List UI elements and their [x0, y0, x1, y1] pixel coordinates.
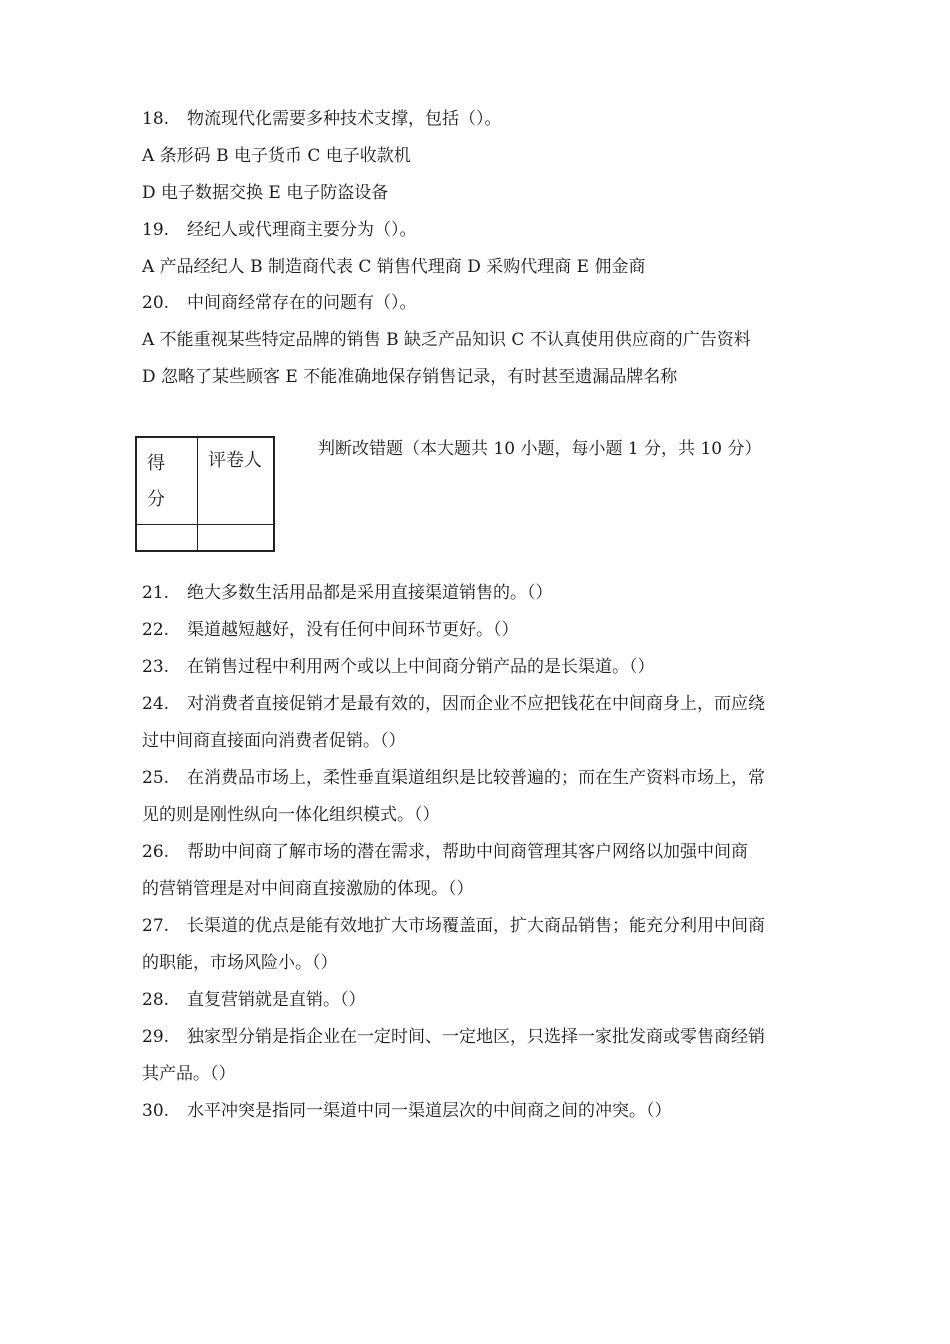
- section-title: 判断改错题（本大题共 10 小题，每小题 1 分，共 10 分）: [318, 439, 762, 459]
- question-text: 独家型分销是指企业在一定时间、一定地区，只选择一家批发商或零售商经销: [187, 1027, 765, 1047]
- question-number: 28.: [142, 990, 170, 1010]
- reviewer-field[interactable]: [198, 525, 275, 552]
- options-line: A 条形码 B 电子货币 C 电子收款机: [142, 146, 411, 166]
- question-text: 直复营销就是直销。（）: [187, 990, 366, 1010]
- question-18: [142, 108, 502, 130]
- question-number: 21.: [142, 583, 170, 603]
- question-19: [142, 219, 417, 241]
- options-line: D 电子数据交换 E 电子防盗设备: [142, 183, 389, 203]
- question-text: 长渠道的优点是能有效地扩大市场覆盖面，扩大商品销售；能充分利用中间商: [187, 916, 765, 936]
- question-29: [142, 1026, 765, 1048]
- question-28: [142, 989, 366, 1011]
- question-text: 在销售过程中利用两个或以上中间商分销产品的是长渠道。（）: [187, 657, 655, 677]
- question-text: 对消费者直接促销才是最有效的，因而企业不应把钱花在中间商身上，而应绕: [187, 694, 765, 714]
- question-continuation: 过中间商直接面向消费者促销。（）: [142, 731, 406, 751]
- question-text: 中间商经常存在的问题有（）。: [187, 293, 417, 313]
- question-number: 23.: [142, 657, 170, 677]
- question-text: 绝大多数生活用品都是采用直接渠道销售的。（）: [187, 583, 553, 603]
- question-continuation: 的营销管理是对中间商直接激励的体现。（）: [142, 879, 474, 899]
- question-number: 24.: [142, 694, 170, 714]
- score-label-cell: [136, 437, 198, 525]
- question-21: [142, 582, 553, 604]
- score-label-char-1: 得: [147, 453, 165, 474]
- question-23: [142, 656, 655, 678]
- question-26: [142, 841, 748, 863]
- options-line: A 不能重视某些特定品牌的销售 B 缺乏产品知识 C 不认真使用供应商的广告资料: [142, 330, 751, 350]
- question-text: 经纪人或代理商主要分为（）。: [187, 220, 417, 240]
- score-label-char-2: 分: [147, 489, 165, 510]
- question-text: 渠道越短越好，没有任何中间环节更好。（）: [187, 620, 519, 640]
- question-25: [142, 767, 765, 789]
- score-box: [135, 436, 275, 552]
- question-number: 19.: [142, 220, 170, 240]
- question-text: 在消费品市场上，柔性垂直渠道组织是比较普遍的；而在生产资料市场上，常: [187, 768, 765, 788]
- options-line: D 忽略了某些顾客 E 不能准确地保存销售记录，有时甚至遗漏品牌名称: [142, 367, 678, 387]
- score-field[interactable]: [136, 525, 198, 552]
- question-24: [142, 693, 765, 715]
- question-continuation: 其产品。（）: [142, 1064, 236, 1084]
- question-30: [142, 1100, 672, 1122]
- question-number: 26.: [142, 842, 170, 862]
- question-number: 20.: [142, 293, 170, 313]
- question-22: [142, 619, 519, 641]
- question-continuation: 见的则是刚性纵向一体化组织模式。（）: [142, 805, 440, 825]
- question-continuation: 的职能，市场风险小。（）: [142, 953, 338, 973]
- question-number: 27.: [142, 916, 170, 936]
- question-27: [142, 915, 765, 937]
- question-number: 30.: [142, 1101, 170, 1121]
- question-number: 25.: [142, 768, 170, 788]
- question-number: 18.: [142, 109, 170, 129]
- question-number: 29.: [142, 1027, 170, 1047]
- question-text: 物流现代化需要多种技术支撑，包括（）。: [187, 109, 502, 129]
- options-line: A 产品经纪人 B 制造商代表 C 销售代理商 D 采购代理商 E 佣金商: [142, 257, 646, 277]
- question-text: 水平冲突是指同一渠道中同一渠道层次的中间商之间的冲突。（）: [187, 1101, 672, 1121]
- question-20: [142, 292, 417, 314]
- question-number: 22.: [142, 620, 170, 640]
- reviewer-label: 评卷人: [198, 437, 275, 525]
- question-text: 帮助中间商了解市场的潜在需求，帮助中间商管理其客户网络以加强中间商: [187, 842, 748, 862]
